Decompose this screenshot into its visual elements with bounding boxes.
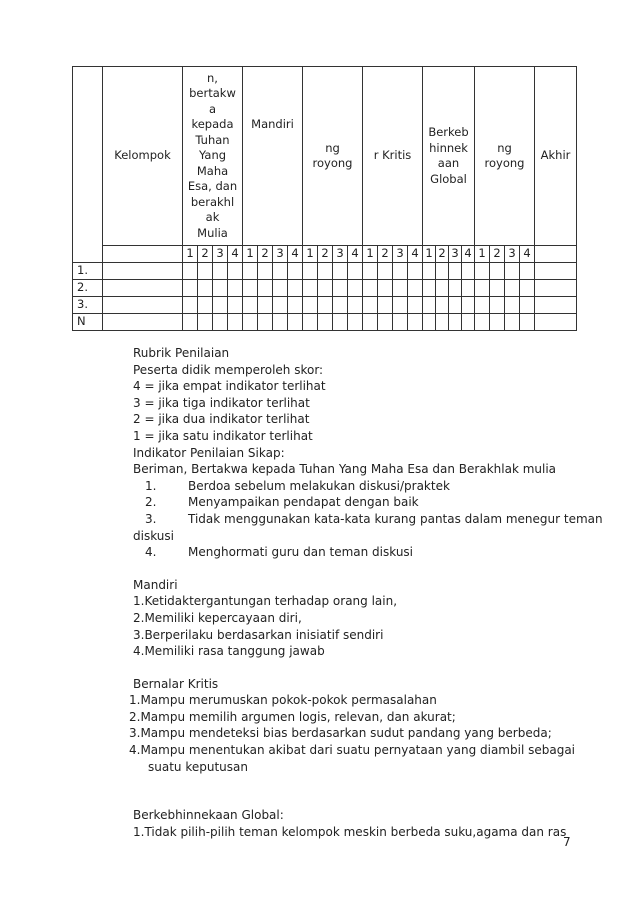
list-item: 4. Menghormati guru dan teman diskusi (145, 545, 414, 560)
row-number: N (73, 314, 103, 331)
list-item: 2.Memiliki kepercayaan diri, (133, 610, 302, 625)
score-line: 3 = jika tiga indikator terlihat (133, 395, 310, 410)
assessment-table (72, 66, 577, 331)
score-label: 2 (490, 246, 505, 263)
list-item: 3.Berperilaku berdasarkan inisiatif sendiri (133, 627, 384, 642)
table-row (73, 297, 577, 314)
list-item: 2. Menyampaikan pendapat dengan baik (145, 495, 419, 510)
header-empty (73, 67, 103, 263)
page-number: 7 (563, 835, 571, 849)
header-akhir: Akhir (535, 67, 577, 246)
score-label: 4 (348, 246, 363, 263)
score-label: 4 (462, 246, 475, 263)
list-item: 2.Mampu memilih argumen logis, relevan, dan akurat; (129, 709, 456, 724)
score-label: 2 (318, 246, 333, 263)
score-label: 1 (303, 246, 318, 263)
list-item: 1.Ketidaktergantungan terhadap orang lain, (133, 594, 398, 609)
score-label-empty (103, 246, 183, 263)
header-kelompok: Kelompok (103, 67, 183, 246)
list-item: 4.Memiliki rasa tanggung jawab (133, 644, 325, 659)
rubric-title: Rubrik Penilaian (133, 346, 230, 360)
list-item: 3.Mampu mendeteksi bias berdasarkan sudut pandang yang berbeda; (129, 726, 552, 741)
kritis-title: Bernalar Kritis (133, 676, 219, 691)
score-line: 1 = jika satu indikator terlihat (133, 428, 313, 443)
score-label: 3 (333, 246, 348, 263)
global-title: Berkebhinnekaan Global: (133, 808, 284, 823)
header-mandiri: Mandiri (243, 67, 303, 246)
mandiri-title: Mandiri (133, 577, 178, 592)
beriman-title: Beriman, Bertakwa kepada Tuhan Yang Maha Esa dan Berakhlak mulia (133, 462, 557, 477)
rubric-text (129, 345, 603, 840)
score-line: 2 = jika dua indikator terlihat (133, 412, 310, 427)
indicator-heading: Indikator Penilaian Sikap: (133, 445, 285, 460)
score-label-empty (535, 246, 577, 263)
score-label: 3 (213, 246, 228, 263)
list-item: 1.Tidak pilih-pilih teman kelompok meskin berbeda suku,agama dan ras (133, 824, 567, 839)
score-label: 4 (288, 246, 303, 263)
table-row (73, 280, 577, 297)
list-item-wrap: diskusi (133, 528, 174, 543)
score-label: 4 (408, 246, 423, 263)
list-item: 1.Mampu merumuskan pokok-pokok permasalahan (129, 693, 437, 708)
score-label: 3 (449, 246, 462, 263)
score-label: 2 (258, 246, 273, 263)
score-label: 1 (475, 246, 490, 263)
score-label: 1 (183, 246, 198, 263)
list-item: 3. Tidak menggunakan kata-kata kurang pantas dalam menegur teman (145, 511, 603, 526)
list-item: 4.Mampu menentukan akibat dari suatu pernyataan yang diambil sebagai (129, 743, 576, 758)
score-intro: Peserta didik memperoleh skor: (133, 362, 324, 377)
header-row (73, 67, 577, 246)
table-row (73, 263, 577, 280)
score-label: 3 (393, 246, 408, 263)
score-label: 2 (378, 246, 393, 263)
header-gotong-royong-2: ng royong (475, 67, 535, 246)
header-gotong-royong-1: ng royong (303, 67, 363, 246)
score-label: 3 (273, 246, 288, 263)
list-item: 1. Berdoa sebelum melakukan diskusi/praktek (145, 478, 450, 493)
score-label: 2 (198, 246, 213, 263)
header-bernalar-kritis: r Kritis (363, 67, 423, 246)
score-label: 1 (243, 246, 258, 263)
score-label: 1 (363, 246, 378, 263)
list-item-wrap: suatu keputusan (148, 759, 248, 774)
score-label: 3 (505, 246, 520, 263)
score-label: 2 (436, 246, 449, 263)
row-number: 1. (73, 263, 103, 280)
row-number: 2. (73, 280, 103, 297)
score-label: 4 (228, 246, 243, 263)
row-number: 3. (73, 297, 103, 314)
score-label: 1 (423, 246, 436, 263)
header-beriman: n, bertakw a kepada Tuhan Yang Maha Esa, dan berakhl ak Mulia (183, 67, 243, 246)
table-row (73, 314, 577, 331)
score-label-row (73, 246, 577, 263)
header-berkebhinnekaan: Berkeb hinnek aan Global (423, 67, 475, 246)
score-line: 4 = jika empat indikator terlihat (133, 379, 326, 394)
score-label: 4 (520, 246, 535, 263)
